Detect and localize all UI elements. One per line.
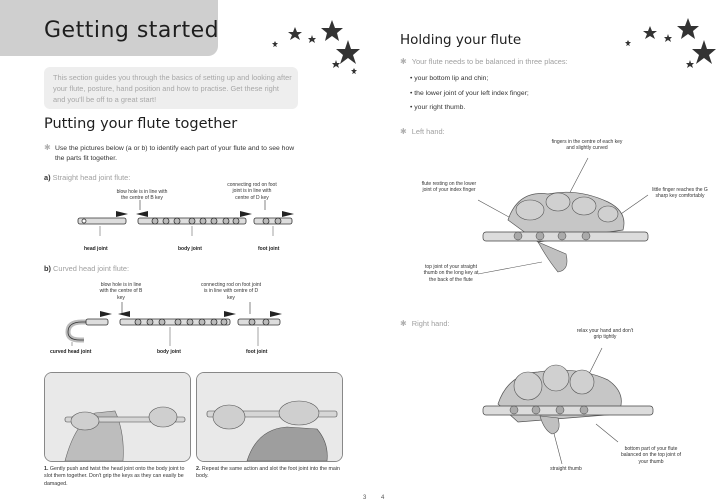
section-a-label — [44, 173, 130, 182]
instruction — [44, 144, 304, 163]
label-curved-head-joint: curved head joint — [50, 349, 92, 355]
straight-flute-diagram — [70, 196, 300, 242]
page-title: Getting started — [44, 18, 220, 43]
asterisk-bullet-icon: ✱ — [400, 319, 407, 328]
callout-rod-b: connecting rod on foot joint is in line with centre of D key — [200, 282, 262, 301]
star-icon — [625, 40, 631, 46]
asterisk-bullet-icon: ✱ — [400, 57, 407, 66]
section-a-letter: a) — [44, 173, 51, 182]
curved-flute-diagram — [62, 300, 292, 346]
section-b-label — [44, 264, 129, 273]
callout-relax-hand: relax your hand and don't grip tightly — [576, 328, 634, 341]
caption-1-text: Gently push and twist the head joint onto the body joint to slot them together. Don't grip the keys as they can easily be damaged. — [44, 466, 185, 487]
star-icon — [664, 34, 672, 42]
star-icon — [692, 40, 716, 64]
left-hand-label-text: Left hand: — [411, 127, 445, 136]
foot-joint-shape — [254, 218, 292, 224]
right-hand-label — [400, 319, 450, 328]
label-body-joint-b: body joint — [157, 349, 181, 355]
callout-bottom-part-balanced: bottom part of your flute balanced on the top joint of your thumb — [620, 446, 682, 465]
callout-flute-resting: flute resting on the lower joint of your index finger — [421, 181, 477, 194]
holding-intro — [400, 57, 568, 66]
instruction-text: Use the pictures below (a or b) to identify each part of your flute and to see how the parts fit together. — [55, 145, 295, 162]
caption-1-number: 1. — [44, 466, 49, 472]
assembly-photo-2 — [196, 372, 343, 462]
balance-point-2-text: the lower joint of your left index finger; — [414, 90, 529, 97]
balance-point-3: • your right thumb. — [410, 104, 466, 111]
balance-point-1: • your bottom lip and chin; — [410, 75, 489, 82]
section-heading-holding: Holding your flute — [400, 32, 522, 48]
caption-2-text: Repeat the same action and slot the foot joint into the main body. — [196, 466, 341, 480]
label-foot-joint-b: foot joint — [246, 349, 268, 355]
callout-top-joint-thumb: top joint of your straight thumb on the long key at the back of the flute — [423, 264, 479, 283]
star-icon — [351, 68, 357, 74]
section-b-letter: b) — [44, 264, 51, 273]
holding-intro-text: Your flute needs to be balanced in three places: — [411, 57, 568, 66]
label-body-joint-a: body joint — [178, 246, 202, 252]
callout-straight-thumb: straight thumb — [550, 466, 582, 472]
star-icon — [308, 35, 316, 43]
intro-text: This section guides you through the basics of setting up and looking after your flute, posture, hand position and how to practise. Get these right and you'll be off to a great start! — [53, 73, 292, 105]
label-foot-joint-a: foot joint — [258, 246, 280, 252]
asterisk-bullet-icon: ✱ — [400, 127, 407, 136]
star-icon — [677, 18, 699, 39]
star-icon — [643, 26, 657, 39]
callout-rod-a: connecting rod on foot joint is in line with centre of D key — [227, 182, 277, 201]
caption-2 — [196, 466, 344, 481]
arrow-icon — [116, 211, 294, 217]
right-hand-label-text: Right hand: — [411, 319, 450, 328]
page-number-left: 3 — [363, 495, 367, 501]
star-icon — [336, 40, 360, 64]
label-head-joint: head joint — [84, 246, 108, 252]
callout-fingers-centre: fingers in the centre of each key and slightly curved — [551, 139, 623, 152]
page-number-right: 4 — [381, 495, 385, 501]
balance-point-3-text: your right thumb. — [414, 104, 466, 111]
section-heading-assembly: Putting your flute together — [44, 116, 238, 132]
left-hand-illustration — [478, 150, 658, 285]
star-icon — [288, 27, 302, 40]
section-b-text: Curved head joint flute: — [53, 264, 130, 273]
caption-1 — [44, 466, 192, 488]
callout-little-finger: little finger reaches the G sharp key comfortably — [652, 187, 708, 200]
star-icon-cluster-right — [622, 16, 720, 76]
callout-blow-hole-b: blow hole is in line with the centre of B key — [99, 282, 143, 301]
asterisk-bullet-icon: ✱ — [44, 143, 51, 152]
callout-blow-hole-a: blow hole is in line with the centre of B key — [116, 189, 168, 202]
star-icon — [321, 20, 343, 41]
hands-foot-joint-illustration — [197, 373, 342, 461]
left-hand-label — [400, 127, 445, 136]
star-icon — [332, 60, 340, 68]
caption-2-number: 2. — [196, 466, 201, 472]
balance-point-2: • the lower joint of your left index finger; — [410, 90, 529, 97]
star-icon — [272, 41, 278, 47]
balance-point-1-text: your bottom lip and chin; — [414, 75, 489, 82]
assembly-photo-1 — [44, 372, 191, 462]
star-icon — [686, 60, 694, 68]
section-a-text: Straight head joint flute: — [52, 173, 131, 182]
hands-joining-flute-illustration — [45, 373, 190, 461]
